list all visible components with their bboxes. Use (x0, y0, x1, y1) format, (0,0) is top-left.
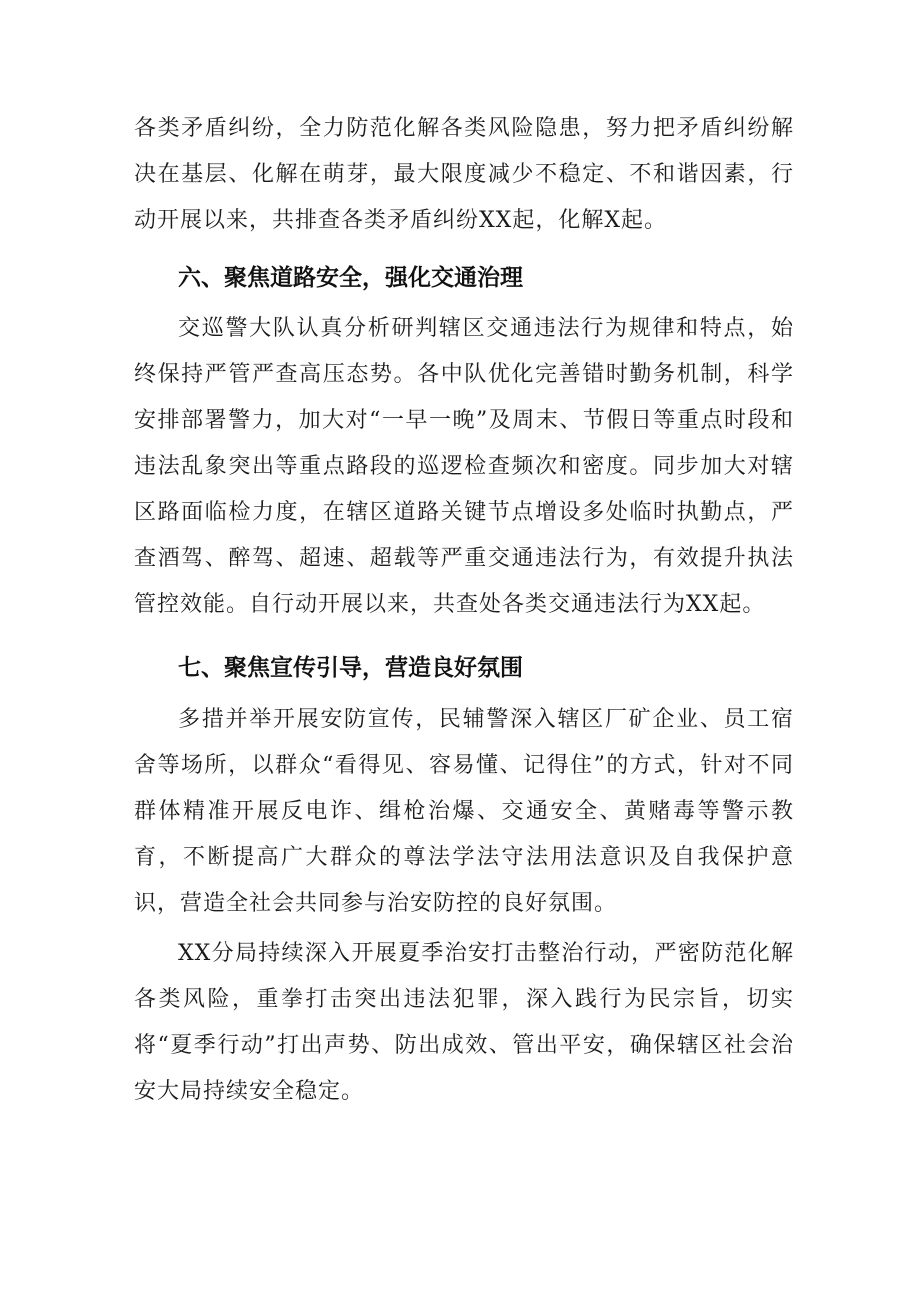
section-heading-six: 六、聚焦道路安全，强化交通治理 (178, 265, 523, 291)
section-heading-seven: 七、聚焦宣传引导，营造良好氛围 (178, 655, 523, 681)
paragraph-publicity: 多措并举开展安防宣传，民辅警深入辖区厂矿企业、员工宿舍等场所，以群众“看得见、容易懂、记得住”的方式，针对不同群体精准开展反电诈、缉枪治爆、交通安全、黄赌毒等警示教育，不断提高广大群众的尊法学法守法用法意识及自我保护意识，营造全社会共同参与治安防控的良好氛围。 (134, 707, 794, 916)
paragraph-traffic: 交巡警大队认真分析研判辖区交通违法行为规律和特点，始终保持严管严查高压态势。各中队优化完善错时勤务机制，科学安排部署警力，加大对“一早一晚”及周末、节假日等重点时段和违法乱象突出等重点路段的巡逻检查频次和密度。同步加大对辖区路面临检力度，在辖区道路关键节点增设多处临时执勤点，严查酒驾、醉驾、超速、超载等严重交通违法行为，有效提升执法管控效能。自行动开展以来，共查处各类交通违法行为XX起。 (134, 316, 794, 617)
paragraph-continuation: 各类矛盾纠纷，全力防范化解各类风险隐患，努力把矛盾纠纷解决在基层、化解在萌芽，最大限度减少不稳定、不和谐因素，行动开展以来，共排查各类矛盾纠纷XX起，化解X起。 (134, 116, 794, 233)
paragraph-conclusion: XX分局持续深入开展夏季治安打击整治行动，严密防范化解各类风险，重拳打击突出违法犯罪，深入践行为民宗旨，切实将“夏季行动”打出声势、防出成效、管出平安，确保辖区社会治安大局持续安全稳定。 (134, 941, 794, 1104)
